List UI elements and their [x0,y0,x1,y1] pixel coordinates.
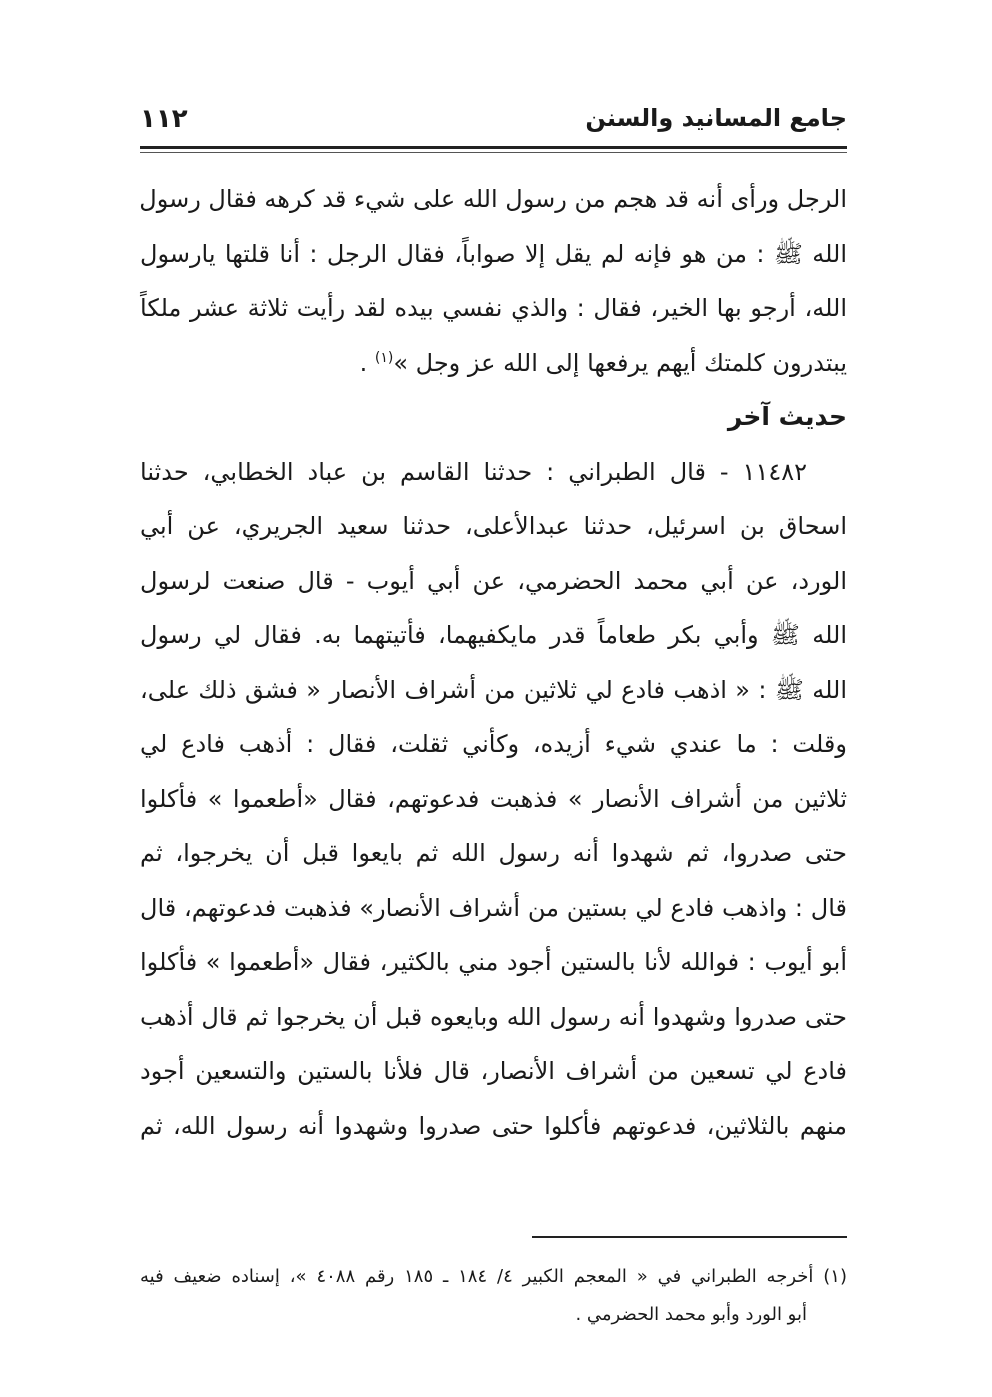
main-text [140,172,847,1153]
text-line: ثلاثين من أشراف الأنصار » فذهبت فدعوتهم، فقال «أطعموا » فأكلوا [140,784,847,813]
text-line: حتى صدروا وشهدوا أنه رسول الله وبايعوه قبل أن يخرجوا ثم قال أذهب [140,1002,847,1031]
text-line: وقلت : ما عندي شيء أزيده، وكأني ثقلت، فقال : أذهب فادع لي [140,730,847,758]
text-line: اسحاق بن اسرئيل، حدثنا عبدالأعلى، حدثنا سعيد الجريري، عن أبي [140,512,847,540]
text-line: الله، أرجو بها الخير، فقال : والذي نفسي بيده لقد رأيت ثلاثة عشر ملكاً [140,294,847,322]
text-line: الله ﷺ وأبي بكر طعاماً قدر مايكفيهما، فأتيتهما به. فقال لي رسول [140,621,847,649]
text-line: منهم بالثلاثين، فدعوتهم فأكلوا حتى صدروا وشهدوا أنه رسول الله، ثم [140,1111,847,1140]
running-title: جامع المسانيد والسنن [585,104,847,132]
text-line: الله ﷺ : من هو فإنه لم يقل إلا صواباً، فقال الرجل : أنا قلتها يارسول [140,239,847,268]
page-number: ١١٢ [140,104,188,134]
page-header [140,98,847,138]
text-line: الورد، عن أبي محمد الحضرمي، عن أبي أيوب - قال صنعت لرسول [140,566,847,595]
text-line-content: يبتدرون كلمتك أيهم يرفعها إلى الله عز وجل » [393,348,847,377]
text-line: الله ﷺ : « اذهب فادع لي ثلاثين من أشراف الأنصار « فشق ذلك على، [140,675,847,704]
text-line: حتى صدروا، ثم شهدوا أنه رسول الله ثم بايعوا قبل أن يخرجوا، ثم [140,839,847,867]
end-mark: . [359,348,375,377]
text-line: الرجل ورأى أنه قد هجم من رسول الله على شيء قد كرهه فقال رسول [139,185,847,213]
section-title: حديث آخر [727,402,847,431]
text-line: ١١٤٨٢ - قال الطبراني : حدثنا القاسم بن عباد الخطابي، حدثنا [140,457,807,486]
footnote-line: (١) أخرجه الطبراني في « المعجم الكبير ٤/ ١٨٤ ـ ١٨٥ رقم ٤٠٨٨ »، إسناده ضعيف فيه [140,1266,847,1287]
text-line: قال : واذهب فادع لي بستين من أشراف الأنصار» فذهبت فدعوتهم، قال [140,893,847,922]
header-rule-thin [140,152,847,153]
footnote-reference: (١) [374,349,394,366]
footnotes [140,1258,847,1334]
text-line: أبو أيوب : فوالله لأنا بالستين أجود مني بالكثير، فقال «أطعموا » فأكلوا [140,948,847,976]
header-rule [140,146,847,149]
text-line: فادع لي تسعين من أشراف الأنصار، قال فلأنا بالستين والتسعين أجود [140,1057,847,1085]
footnote-line: أبو الورد وأبو محمد الحضرمي . [575,1304,807,1325]
footnote-rule [532,1236,847,1238]
text-line [140,336,847,391]
